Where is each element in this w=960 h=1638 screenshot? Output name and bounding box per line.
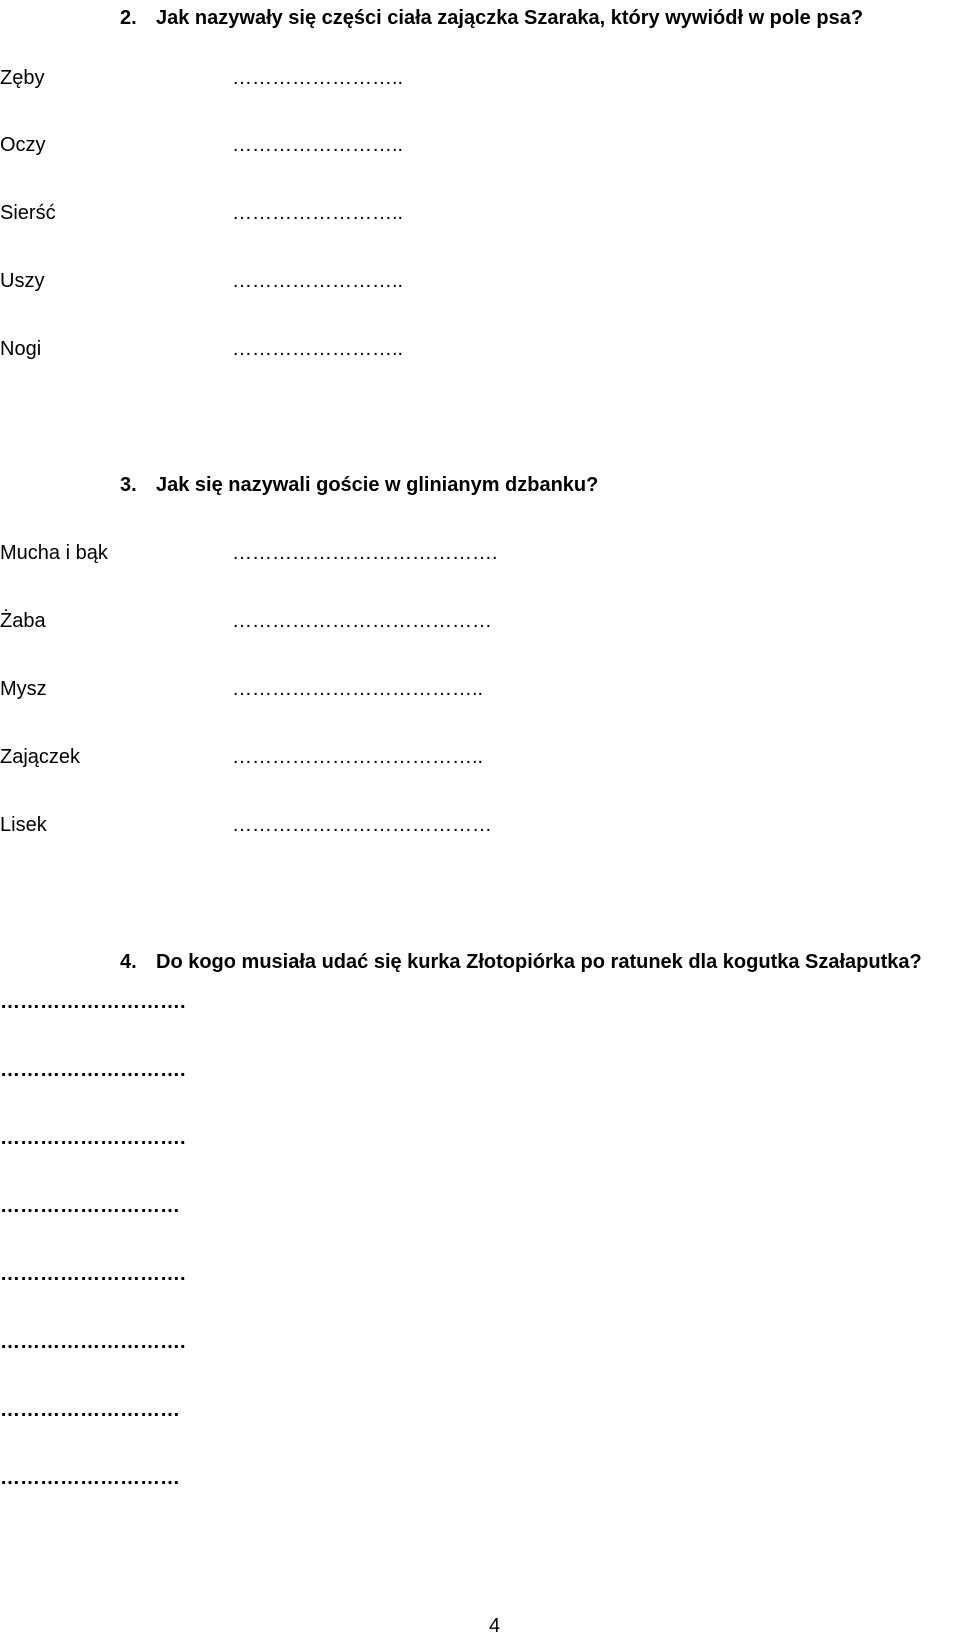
question-text: Jak się nazywali goście w glinianym dzbanku? bbox=[156, 474, 599, 496]
answer-blank[interactable]: ………………………. bbox=[0, 991, 186, 1013]
answer-blank[interactable]: …………………….. bbox=[232, 134, 404, 156]
answer-label: Nogi bbox=[0, 338, 42, 360]
answer-blank[interactable]: …………………….. bbox=[232, 202, 404, 224]
answer-label: Mysz bbox=[0, 678, 47, 700]
question-4-heading bbox=[120, 950, 922, 974]
answer-blank[interactable]: ………………………………… bbox=[232, 610, 492, 632]
answer-label: Zęby bbox=[0, 67, 45, 89]
answer-blank[interactable]: ………………………. bbox=[0, 1059, 186, 1081]
answer-blank[interactable]: ……………………… bbox=[0, 1467, 180, 1489]
question-2-heading bbox=[120, 6, 863, 30]
answer-label: Oczy bbox=[0, 134, 46, 156]
answer-label: Lisek bbox=[0, 814, 47, 836]
answer-blank[interactable]: …………………….. bbox=[232, 67, 404, 89]
question-number: 3. bbox=[120, 474, 137, 496]
answer-blank[interactable]: ………………………. bbox=[0, 1331, 186, 1353]
question-text: Do kogo musiała udać się kurka Złotopiórka po ratunek dla kogutka Szałaputka? bbox=[156, 951, 922, 973]
answer-blank[interactable]: ………………………. bbox=[0, 1263, 186, 1285]
question-number: 2. bbox=[120, 7, 137, 29]
page-number: 4 bbox=[489, 1615, 501, 1637]
answer-blank[interactable]: ……………………… bbox=[0, 1195, 180, 1217]
answer-label: Sierść bbox=[0, 202, 56, 224]
answer-label: Uszy bbox=[0, 270, 45, 292]
answer-blank[interactable]: ……………………………….. bbox=[232, 678, 484, 700]
answer-label: Mucha i bąk bbox=[0, 542, 108, 564]
answer-blank[interactable]: …………………….. bbox=[232, 270, 404, 292]
answer-blank[interactable]: …………………………………. bbox=[232, 542, 498, 564]
answer-blank[interactable]: ………………………. bbox=[0, 1127, 186, 1149]
answer-blank[interactable]: ………………………………… bbox=[232, 814, 492, 836]
question-text: Jak nazywały się części ciała zajączka Szaraka, który wywiódł w pole psa? bbox=[156, 7, 864, 29]
question-number: 4. bbox=[120, 951, 137, 973]
answer-blank[interactable]: ……………………… bbox=[0, 1399, 180, 1421]
answer-label: Zajączek bbox=[0, 746, 81, 768]
answer-blank[interactable]: …………………….. bbox=[232, 338, 404, 360]
answer-label: Żaba bbox=[0, 610, 46, 632]
answer-blank[interactable]: ……………………………….. bbox=[232, 746, 484, 768]
question-3-heading bbox=[120, 473, 598, 497]
